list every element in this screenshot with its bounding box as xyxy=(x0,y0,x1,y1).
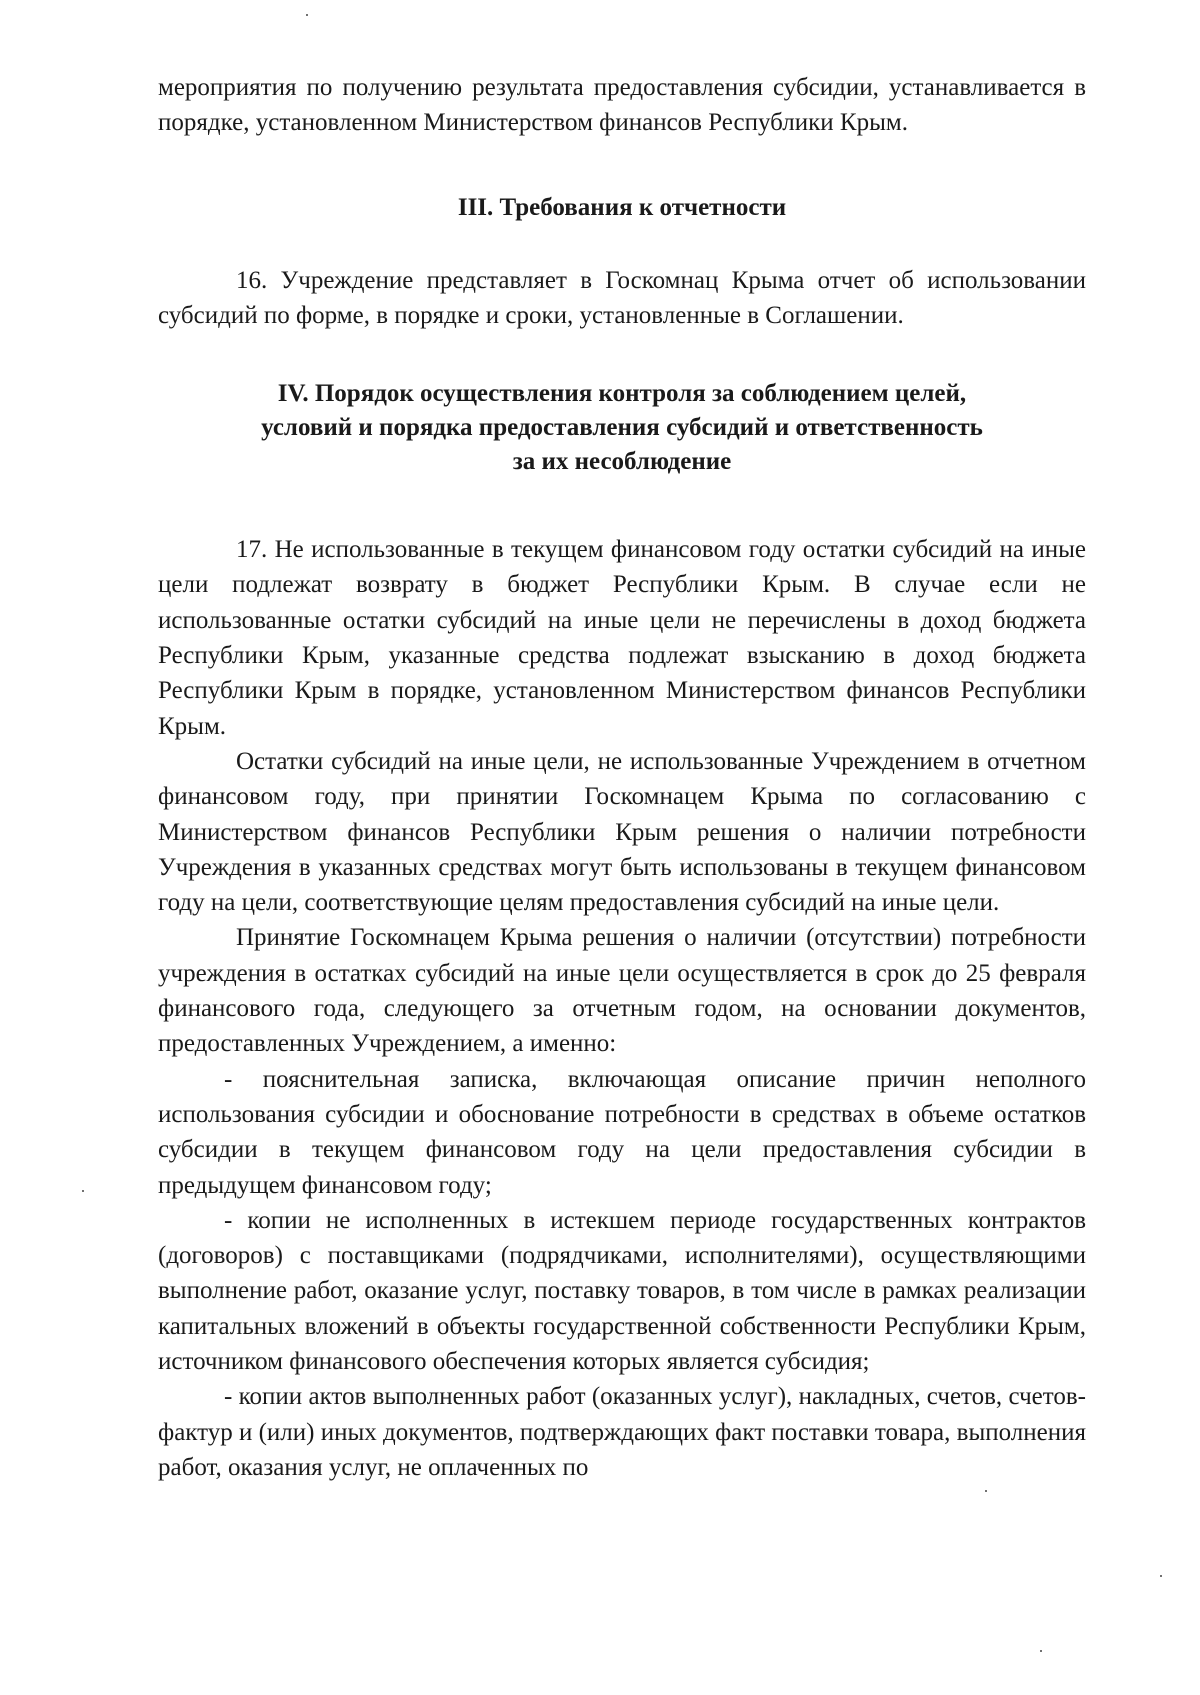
scan-speck xyxy=(985,1490,987,1492)
list-item: - копии актов выполненных работ (оказанных услуг), накладных, счетов, счетов-фактур и (или) иных документов, подтверждающих факт поставки товара, выполнения работ, оказания услуг, не оплаченных по xyxy=(158,1383,1087,1481)
scan-speck xyxy=(1160,1575,1162,1577)
paragraph-decision: Принятие Госкомнацем Крыма решения о наличии (отсутствии) потребности учреждения в остатках субсидий на иные цели осуществляется в срок до 25 февраля финансового года, следующего за отчетным годом, на основании документов, предоставленных Учреждением, а именно: xyxy=(158,924,1086,1058)
scan-speck xyxy=(306,14,308,16)
scan-speck xyxy=(1040,1650,1042,1652)
paragraph-remainders: Остатки субсидий на иные цели, не использованные Учреждением в отчетном финансовом году, при принятии Госкомнацем Крыма по согласованию с Министерством финансов Республики Крым решения о наличии потребности Учреждения в указанных средствах могут быть использованы в текущем финансовом году на цели, соответствующие целям предоставления субсидий на иные цели. xyxy=(158,747,1086,917)
paragraph-16: 16. Учреждение представляет в Госкомнац Крыма отчет об использовании субсидий по форме, в порядке и сроки, установленные в Соглашении. xyxy=(158,266,1086,329)
section-4-heading-line-3: за их несоблюдение xyxy=(512,448,732,476)
section-4-heading-line-2: условий и порядка предоставления субсидий и ответственность xyxy=(261,414,983,442)
section-4-heading-line-1: IV. Порядок осуществления контроля за соблюдением целей, xyxy=(277,380,967,408)
list-item: - копии не исполненных в истекшем периоде государственных контрактов (договоров) с поставщиками (подрядчиками, исполнителями), осуществляющими выполнение работ, оказание услуг, поставку товаров, в том числе в рамках реализации капитальных вложений в объекты государственной собственности Республики Крым, источником финансового обеспечения которых является субсидия; xyxy=(158,1206,1086,1376)
intro-paragraph: мероприятия по получению результата предоставления субсидии, устанавливается в порядке, установленном Министерством финансов Республики Крым. xyxy=(158,74,1086,137)
section-3-heading: III. Требования к отчетности xyxy=(457,193,787,221)
section-4-heading xyxy=(158,377,1086,479)
scan-speck xyxy=(82,1190,84,1192)
document-page xyxy=(158,70,1086,1485)
paragraph-17: 17. Не использованные в текущем финансовом году остатки субсидий на иные цели подлежат возврату в бюджет Республики Крым. В случае если не использованные остатки субсидий на иные цели не перечислены в доход бюджета Республики Крым, указанные средства подлежат взысканию в доход бюджета Республики Крым в порядке, установленном Министерством финансов Республики Крым. xyxy=(158,536,1086,740)
list-item: - пояснительная записка, включающая описание причин неполного использования субсидии и обоснование потребности в средствах в объеме остатков субсидии в текущем финансовом году на цели предоставления субсидии в предыдущем финансовом году; xyxy=(158,1065,1086,1199)
